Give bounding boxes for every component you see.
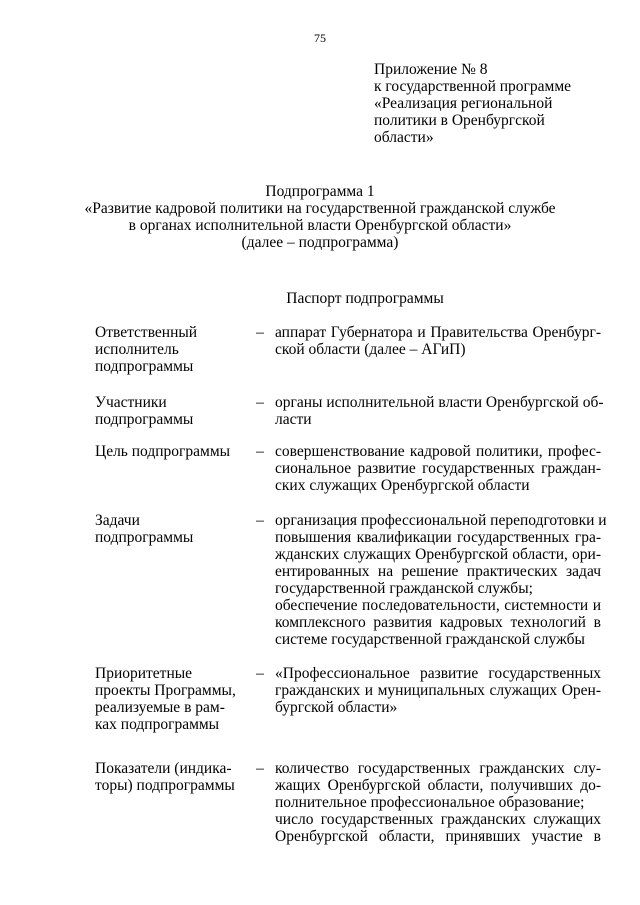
row-value-line: ентированных на решение практических задач (275, 563, 601, 580)
row-label-line: подпрограммы (95, 358, 194, 375)
appendix-line: области» (374, 129, 434, 146)
subprogram-heading-line: в органах исполнительной власти Оренбургской области» (128, 217, 512, 234)
passport-title: Паспорт подпрограммы (286, 290, 444, 307)
row-value-line: бургской области» (275, 699, 398, 716)
row-value-line: количество государственных гражданских слу- (275, 760, 601, 777)
row-dash: – (256, 512, 264, 529)
row-value-line: системе государственной гражданской службы (275, 631, 585, 648)
row-value-line: ласти (275, 411, 312, 428)
row-value-line: гражданских и муниципальных служащих Орен- (275, 682, 601, 699)
appendix-line: «Реализация региональной (374, 95, 553, 112)
row-label (95, 394, 245, 428)
row-dash: – (256, 760, 264, 777)
row-label-line: Показатели (индика- (95, 760, 232, 777)
row-value-line: совершенствование кадровой политики, профес- (275, 443, 601, 460)
row-value-line: сиональное развитие государственных граждан- (275, 460, 601, 477)
row-value-line: «Профессиональное развитие государственных (275, 665, 601, 682)
row-value-line: жащих Оренбургской области, получивших до- (275, 777, 601, 794)
row-label-line: исполнитель (95, 341, 179, 358)
row-dash: – (256, 665, 264, 682)
row-value (275, 760, 601, 845)
row-label-line: Цель подпрограммы (95, 443, 231, 460)
row-label (95, 443, 245, 460)
row-value-line: комплексного развития кадровых технологий в (275, 614, 601, 631)
appendix-line: к государственной программе (374, 78, 572, 95)
appendix-line: политики в Оренбургской (374, 112, 545, 129)
row-value-line: полнительное профессиональное образование; (275, 794, 585, 811)
row-value-line: ских служащих Оренбургской области (275, 477, 530, 494)
subprogram-heading-line: «Развитие кадровой политики на государственной гражданской службе (84, 200, 556, 217)
row-label-line: торы) подпрограммы (95, 777, 235, 794)
row-label-line: Участники (95, 394, 167, 411)
row-label-line: Ответственный (95, 324, 198, 341)
row-value-line: аппарат Губернатора и Правительства Оренбург- (275, 324, 601, 341)
row-dash: – (256, 394, 264, 411)
row-label-line: Задачи (95, 512, 140, 529)
page-number: 75 (314, 31, 326, 45)
appendix-note (374, 61, 624, 146)
row-value (275, 394, 604, 428)
row-label (95, 665, 245, 733)
row-value-line: организация профессиональной переподготовки и (275, 512, 607, 529)
row-value-line: обеспечение последовательности, системности и (275, 597, 601, 614)
row-value-line: число государственных гражданских служащих (275, 811, 601, 828)
row-value-line: государственной гражданской службы; (275, 580, 533, 597)
row-value-line: органы исполнительной власти Оренбургской об- (275, 394, 604, 411)
row-value-line: Оренбургской области, принявших участие в (275, 828, 601, 845)
row-value-line: повышения квалификации государственных гра- (275, 529, 601, 546)
row-label-line: проекты Программы, (95, 682, 236, 699)
row-value (275, 443, 601, 494)
row-label-line: подпрограммы (95, 529, 194, 546)
row-label-line: реализуемые в рам- (95, 699, 225, 716)
subprogram-heading (0, 183, 640, 251)
row-value (275, 665, 601, 716)
row-label (95, 512, 245, 546)
row-label-line: ках подпрограммы (95, 716, 220, 733)
row-value (275, 324, 601, 358)
row-dash: – (256, 443, 264, 460)
row-label-line: Приоритетные (95, 665, 193, 682)
subprogram-heading-line: (далее – подпрограмма) (241, 234, 399, 251)
appendix-line: Приложение № 8 (374, 61, 488, 78)
subprogram-heading-line: Подпрограмма 1 (265, 183, 375, 200)
row-label (95, 324, 245, 375)
row-dash: – (256, 324, 264, 341)
row-label-line: подпрограммы (95, 411, 194, 428)
row-value-line: ской области (далее – АГиП) (275, 341, 466, 358)
row-label (95, 760, 245, 794)
row-value (275, 512, 607, 648)
row-value-line: жданских служащих Оренбургской области, ори- (275, 546, 601, 563)
